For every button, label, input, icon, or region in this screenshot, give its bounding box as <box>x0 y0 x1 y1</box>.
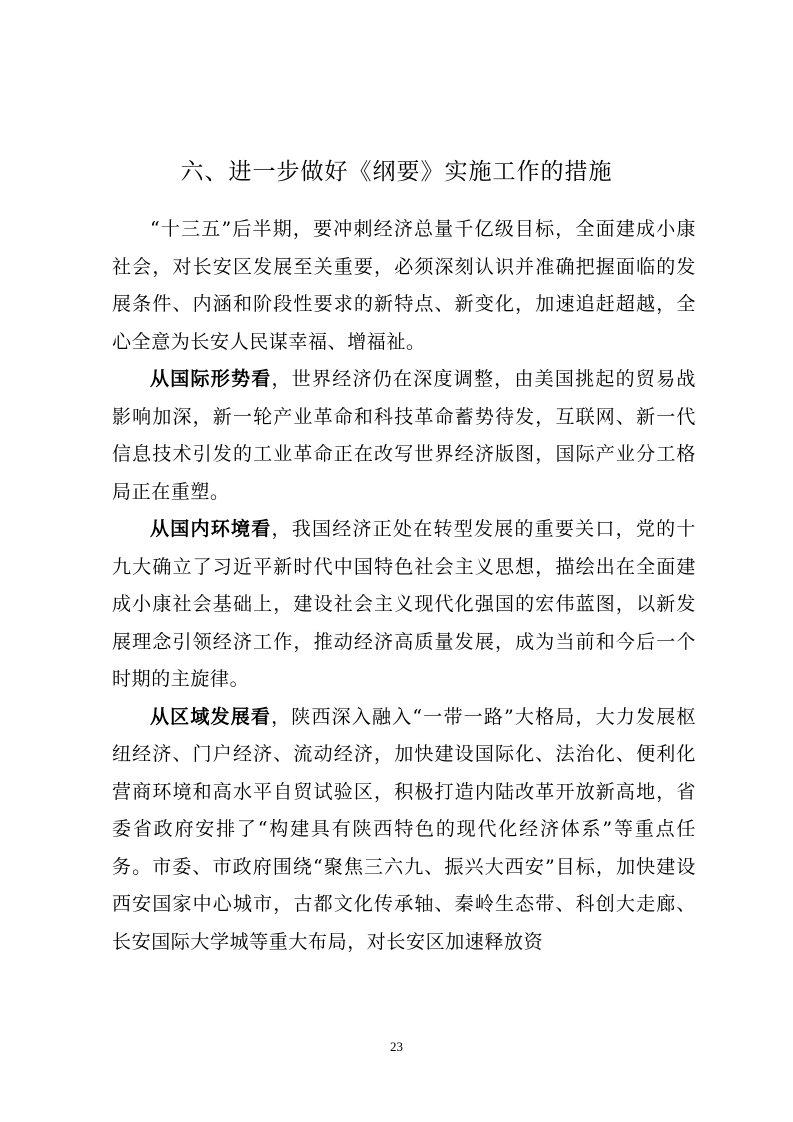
page-title: 六、进一步做好《纲要》实施工作的措施 <box>180 159 613 185</box>
paragraph-text: ，我国经济正处在转型发展的重要关口，党的十九大确立了习近平新时代中国特色社会主义思想，描绘出在全面建成小康社会基础上，建设社会主义现代化强国的宏伟蓝图，以新发展理念引领经济工作，推动经济高质量发展，成为当前和今后一个时期的主旋律。 <box>112 518 696 690</box>
paragraph-text: ，陕西深入融入“一带一路”大格局，大力发展枢纽经济、门户经济、流动经济，加快建设国际化、法治化、便利化营商环境和高水平自贸试验区，积极打造内陆改革开放新高地，省委省政府安排了“构建具有陕西特色的现代化经济体系”等重点任务。市委、市政府围绕“聚焦三六九、振兴大西安”目标，加快建设西安国家中心城市，古都文化传承轴、秦岭生态带、科创大走廊、长安国际大学城等重大布局，对长安区加速释放资 <box>112 705 696 953</box>
page-number: 23 <box>390 1039 403 1054</box>
body-text <box>112 211 696 961</box>
paragraph-text: “十三五”后半期，要冲刺经济总量千亿级目标，全面建成小康社会，对长安区发展至关重要，必须深刻认识并准确把握面临的发展条件、内涵和阶段性要求的新特点、新变化，加速追赶超越，全心全意为长安人民谋幸福、增福祉。 <box>112 218 696 353</box>
paragraph-regional <box>112 699 696 962</box>
paragraph-lead: 从国内环境看 <box>150 518 272 540</box>
paragraph-international <box>112 361 696 511</box>
paragraph-intro <box>112 211 696 361</box>
paragraph-lead: 从国际形势看 <box>150 368 272 390</box>
paragraph-domestic <box>112 511 696 699</box>
paragraph-lead: 从区域发展看 <box>150 705 272 728</box>
paragraph-text: ，世界经济仍在深度调整，由美国挑起的贸易战影响加深，新一轮产业革命和科技革命蓄势待发，互联网、新一代信息技术引发的工业革命正在改写世界经济版图，国际产业分工格局正在重塑。 <box>112 368 696 503</box>
